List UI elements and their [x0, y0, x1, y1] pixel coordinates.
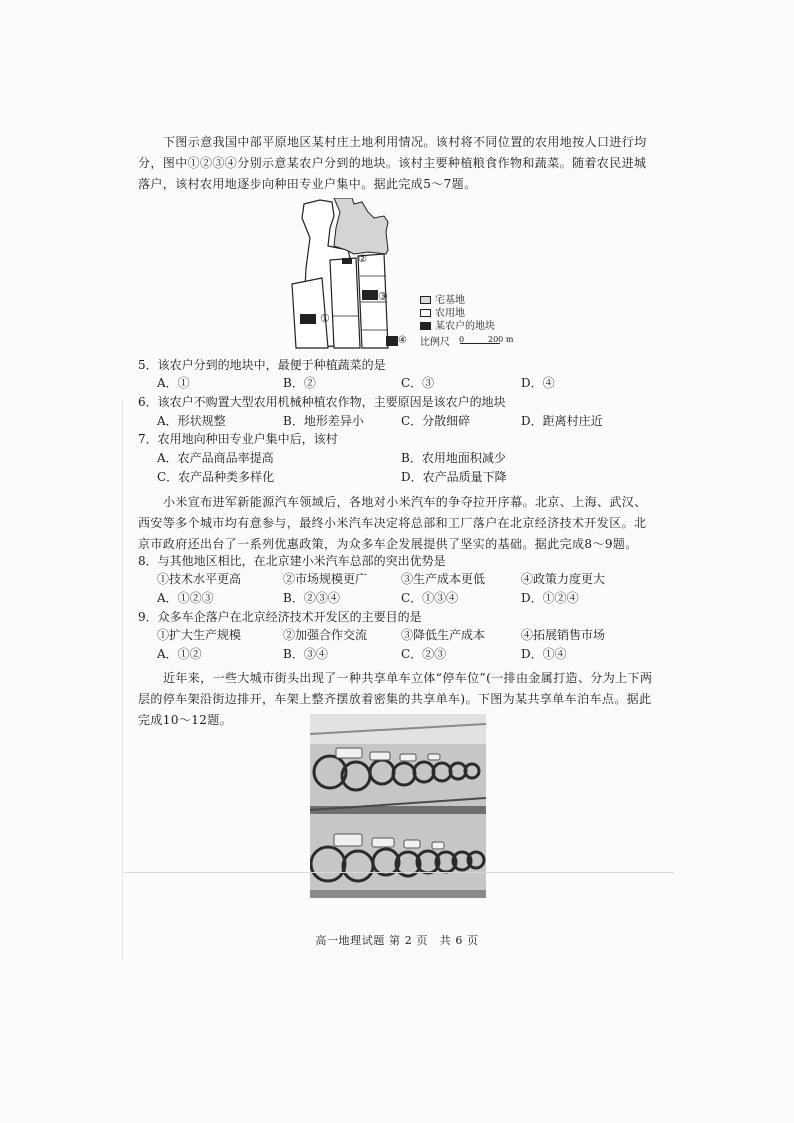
question-9-items — [157, 626, 677, 645]
option-5c: C．③ — [401, 376, 435, 390]
statement-8-2: ②市场规模更广 — [283, 572, 368, 586]
statement-9-3: ③降低生产成本 — [401, 628, 486, 642]
statement-9-2: ②加强合作交流 — [283, 628, 368, 642]
scale-tick-200: 200 m — [488, 335, 514, 344]
question-8: 8．与其他地区相比，在北京建小米汽车总部的突出优势是 — [138, 554, 446, 568]
option-6a: A．形状规整 — [157, 414, 226, 428]
question-9-options — [157, 645, 677, 664]
option-7d: D．农产品质量下降 — [401, 470, 507, 484]
question-5: 5．该农户分到的地块中，最便于种植蔬菜的是 — [138, 358, 386, 372]
option-8b: B．②③④ — [283, 591, 340, 605]
page-footer: 高一地理试题 第 2 页 共 6 页 — [315, 934, 479, 947]
option-9a: A．①② — [157, 647, 202, 661]
option-8c: C．①③④ — [401, 591, 459, 605]
farmland-swatch — [420, 309, 431, 317]
passage-xiaomi: 小米宣布进军新能源汽车领域后，各地对小米汽车的争夺拉开序幕。北京、上海、武汉、西安等多个城市均有意参与，最终小米汽车决定将总部和工厂落户在北京经济技术开发区。北京市政府还出台了一系列优惠政策，为众多车企发展提供了坚实的基础。据此完成8～9题。 — [138, 495, 647, 551]
option-6b: B．地形差异小 — [283, 414, 364, 428]
question-8-options — [157, 589, 677, 608]
bike-rack-photo — [310, 714, 486, 898]
option-8d: D．①②④ — [521, 591, 579, 605]
option-9d: D．①④ — [521, 647, 567, 661]
bike-rack-illustration — [310, 714, 486, 898]
plot-label-1: ① — [320, 312, 330, 325]
question-6-options — [157, 412, 677, 431]
plot-1-block — [300, 314, 316, 324]
plot-label-4: ④ — [398, 335, 407, 346]
plot-label-3: ③ — [378, 290, 388, 303]
option-5d: D．④ — [521, 376, 555, 390]
statement-9-1: ①扩大生产规模 — [157, 628, 242, 642]
option-6d: D．距离村庄近 — [521, 414, 603, 428]
passage-land-use: 下图示意我国中部平原地区某村庄土地利用情况。该村将不同位置的农用地按人口进行均分，图中①②③④分别示意某农户分到的地块。该村主要种植粮食作物和蔬菜。随着农民进城落户，该村农用地逐步向种田专业户集中。据此完成5～7题。 — [138, 135, 647, 191]
legend-item-farmland: 农用地 — [420, 307, 495, 320]
scan-fold-line — [124, 872, 674, 873]
question-7-options-row2 — [157, 468, 677, 487]
map-legend — [420, 294, 495, 333]
statement-8-3: ③生产成本更低 — [401, 572, 486, 586]
option-7c: C．农产品种类多样化 — [157, 470, 275, 484]
scale-label: 比例尺 — [420, 337, 450, 348]
statement-8-4: ④政策力度更大 — [521, 572, 606, 586]
statement-9-4: ④拓展销售市场 — [521, 628, 606, 642]
plot-swatch — [420, 322, 431, 330]
passage-bike-parking: 近年来，一些大城市街头出现了一种共享单车立体“停车位”(一排由金属打造、分为上下两层的停车架沿街边排开，车架上整齐摆放着密集的共享单车)。下图为某共享单车泊车点。据此完成10～12题。 — [138, 671, 653, 727]
question-8-items — [157, 570, 677, 589]
option-8a: A．①②③ — [157, 591, 214, 605]
question-6: 6．该农户不购置大型农用机械种植农作物，主要原因是该农户的地块 — [138, 395, 506, 409]
plot-2-block — [342, 258, 352, 264]
legend-item-homestead: 宅基地 — [420, 294, 495, 307]
question-7: 7．农用地向种田专业户集中后，该村 — [138, 432, 338, 446]
statement-8-1: ①技术水平更高 — [157, 572, 242, 586]
option-6c: C．分散细碎 — [401, 414, 471, 428]
scale-tick-0: 0 — [459, 335, 465, 344]
map-scale — [420, 333, 514, 348]
plot-3-block — [362, 290, 378, 300]
option-7b: B．农用地面积减少 — [401, 451, 506, 465]
scale-bar — [460, 343, 500, 344]
homestead-swatch — [420, 296, 431, 304]
scan-edge — [122, 400, 123, 960]
plot-4-block — [386, 336, 398, 346]
question-9: 9．众多车企落户在北京经济技术开发区的主要目的是 — [138, 610, 422, 624]
option-5b: B．② — [283, 376, 316, 390]
legend-item-plot: 某农户的地块 — [420, 320, 495, 333]
option-5a: A．① — [157, 376, 190, 390]
question-5-options — [157, 374, 677, 393]
option-7a: A．农产品商品率提高 — [157, 451, 274, 465]
question-7-options-row1 — [157, 449, 677, 468]
plot-label-2: ② — [358, 254, 367, 265]
option-9b: B．③④ — [283, 647, 328, 661]
option-9c: C．②③ — [401, 647, 447, 661]
